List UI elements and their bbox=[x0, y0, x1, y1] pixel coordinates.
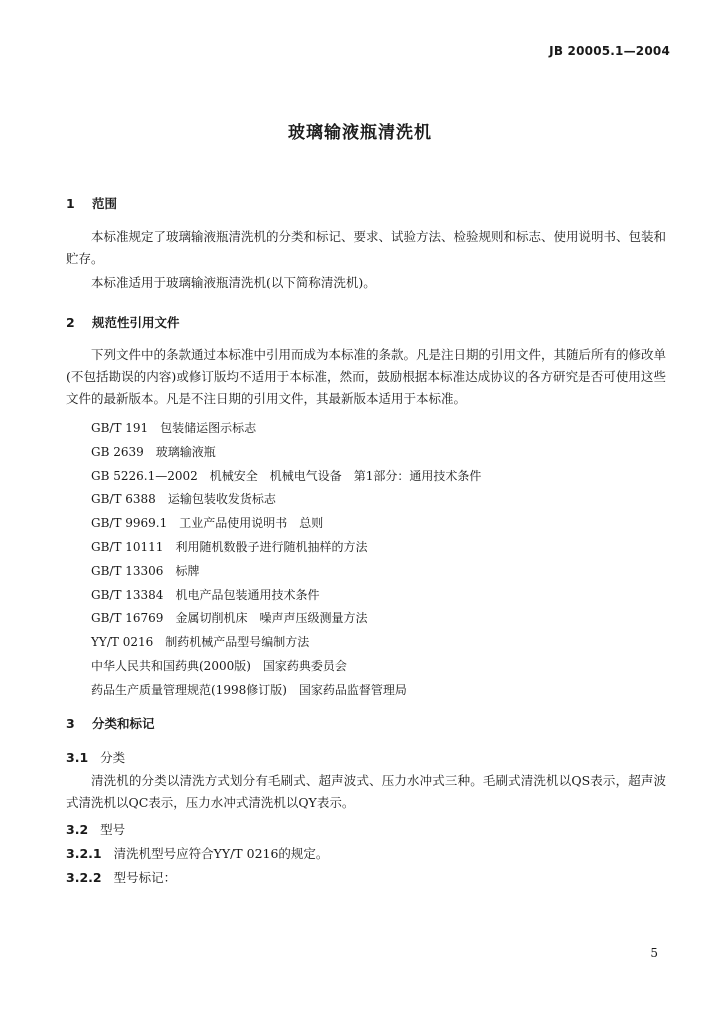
reference-title: 国家药典委员会 bbox=[262, 658, 347, 673]
section-1-heading bbox=[66, 194, 117, 212]
reference-title: 利用随机数骰子进行随机抽样的方法 bbox=[175, 539, 368, 554]
reference-code: GB/T 191 bbox=[91, 421, 149, 435]
reference-title: 玻璃输液瓶 bbox=[155, 444, 216, 459]
section-2-heading bbox=[66, 313, 180, 331]
reference-title: 金属切削机床 噪声声压级测量方法 bbox=[175, 611, 368, 626]
reference-title: 运输包装收发货标志 bbox=[167, 492, 276, 507]
section-3-number: 3 bbox=[66, 716, 75, 731]
reference-title: 制药机械产品型号编制方法 bbox=[165, 635, 310, 650]
reference-item bbox=[91, 584, 481, 608]
reference-item bbox=[91, 488, 481, 512]
subsection-3-2-1-number: 3.2.1 bbox=[66, 846, 102, 861]
reference-code: GB 2639 bbox=[91, 444, 144, 459]
subsection-3-2-number: 3.2 bbox=[66, 822, 89, 837]
reference-code: YY/T 0216 bbox=[91, 635, 154, 650]
subsection-3-2-1 bbox=[66, 844, 328, 862]
subsection-3-1-number: 3.1 bbox=[66, 750, 89, 765]
reference-code: GB/T 9969.1 bbox=[91, 516, 168, 531]
reference-code: GB/T 16769 bbox=[91, 611, 164, 626]
reference-title: 工业产品使用说明书 总则 bbox=[179, 516, 324, 531]
reference-code: 中华人民共和国药典(2000版) bbox=[91, 658, 251, 673]
reference-item bbox=[91, 655, 481, 679]
document-title: 玻璃输液瓶清洗机 bbox=[288, 123, 432, 143]
subsection-3-2-2 bbox=[66, 868, 176, 886]
reference-item bbox=[91, 631, 481, 655]
subsection-3-2-heading bbox=[66, 820, 125, 838]
reference-title: 国家药品监督管理局 bbox=[298, 682, 407, 697]
reference-code: GB 5226.1—2002 bbox=[91, 468, 198, 483]
reference-item bbox=[91, 417, 481, 441]
section-3-title: 分类和标记 bbox=[92, 716, 155, 731]
section-2-number: 2 bbox=[66, 315, 75, 330]
reference-item bbox=[91, 465, 481, 489]
subsection-3-2-1-text: 清洗机型号应符合YY/T 0216的规定。 bbox=[113, 846, 329, 861]
reference-code: GB/T 6388 bbox=[91, 492, 156, 507]
reference-code: GB/T 13306 bbox=[91, 563, 164, 578]
subsection-3-1-paragraph: 清洗机的分类以清洗方式划分有毛刷式、超声波式、压力水冲式三种。毛刷式清洗机以QS表示，超声波式清洗机以QC表示，压力水冲式清洗机以QY表示。 bbox=[66, 773, 666, 810]
reference-code: 药品生产质量管理规范(1998修订版) bbox=[91, 682, 287, 697]
section-3-heading bbox=[66, 714, 155, 732]
subsection-3-1-title: 分类 bbox=[100, 750, 126, 765]
section-2-paragraph-1: 下列文件中的条款通过本标准中引用而成为本标准的条款。凡是注日期的引用文件，其随后所有的修改单(不包括勘误的内容)或修订版均不适用于本标准，然而，鼓励根据本标准达成协议的各方研究是否可使用这些文件的最新版本。凡是不注日期的引用文件，其最新版本适用于本标准。 bbox=[66, 347, 667, 406]
subsection-3-2-2-number: 3.2.2 bbox=[66, 870, 102, 885]
reference-item bbox=[91, 560, 481, 584]
reference-code: GB/T 13384 bbox=[91, 587, 164, 602]
reference-item bbox=[91, 512, 481, 536]
subsection-3-2-2-text: 型号标记： bbox=[113, 870, 177, 885]
section-1-number: 1 bbox=[66, 196, 75, 211]
reference-code: GB/T 10111 bbox=[91, 539, 164, 554]
reference-title: 机电产品包装通用技术条件 bbox=[175, 587, 320, 602]
reference-title: 包装储运图示标志 bbox=[160, 421, 257, 435]
section-1-title: 范围 bbox=[92, 196, 118, 211]
section-1-paragraph-2: 本标准适用于玻璃输液瓶清洗机(以下简称清洗机)。 bbox=[91, 275, 376, 290]
reference-item bbox=[91, 441, 481, 465]
standard-code: JB 20005.1—2004 bbox=[549, 44, 670, 58]
subsection-3-2-title: 型号 bbox=[100, 822, 126, 837]
reference-item bbox=[91, 679, 481, 703]
section-2-title: 规范性引用文件 bbox=[92, 315, 180, 330]
reference-item bbox=[91, 607, 481, 631]
reference-title: 机械安全 机械电气设备 第1部分：通用技术条件 bbox=[209, 468, 482, 483]
section-1-paragraph-1: 本标准规定了玻璃输液瓶清洗机的分类和标记、要求、试验方法、检验规则和标志、使用说明书、包装和贮存。 bbox=[66, 229, 667, 266]
subsection-3-1-heading bbox=[66, 748, 125, 766]
page-number: 5 bbox=[650, 946, 658, 960]
reference-title: 标牌 bbox=[175, 563, 200, 578]
normative-reference-list bbox=[91, 417, 481, 703]
reference-item bbox=[91, 536, 481, 560]
